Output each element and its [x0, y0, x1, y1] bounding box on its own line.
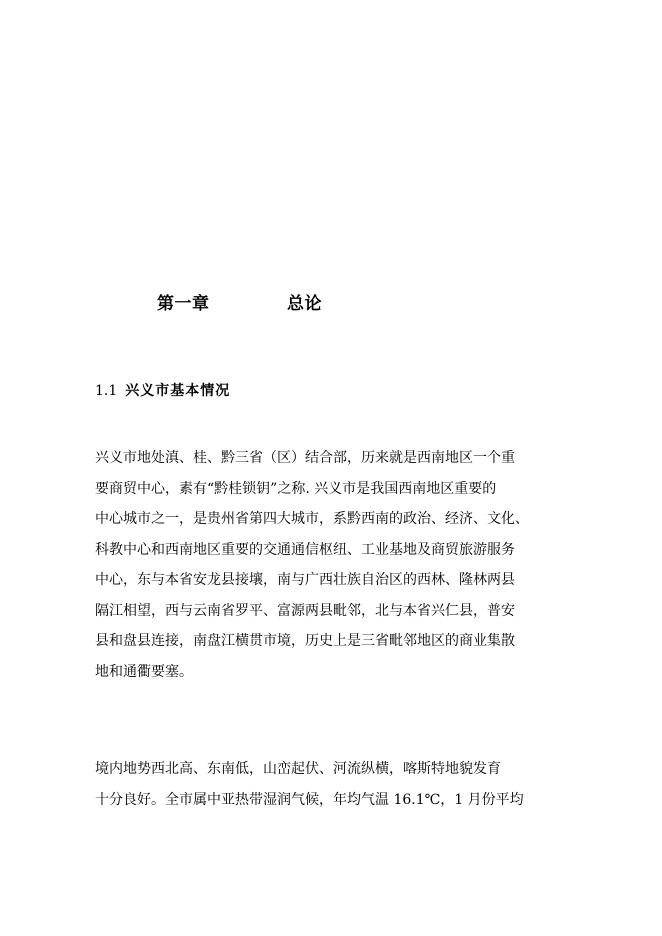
section-heading: [95, 380, 230, 400]
body-paragraph: [95, 443, 575, 687]
paragraph-line: 隔江相望，西与云南省罗平、富源两县毗邻，北与本省兴仁县，普安: [95, 602, 515, 619]
paragraph-line: 科教中心和西南地区重要的交通通信枢纽、工业基地及商贸旅游服务: [95, 541, 515, 558]
paragraph-line: 兴义市地处滇、桂、黔三省（区）结合部，历来就是西南地区一个重: [95, 450, 515, 466]
paragraph-line: 县和盘县连接，南盘江横贯市境，历史上是三省毗邻地区的商业集散: [95, 633, 515, 649]
section-title: 兴义市基本情况: [125, 383, 231, 399]
paragraph-line: 中心城市之一，是贵州省第四大城市，系黔西南的政治、经济、文化、: [95, 511, 529, 527]
paragraph-line: 要商贸中心，素有“黔桂锁钥”之称. 兴义市是我国西南地区重要的: [95, 480, 497, 497]
body-paragraph: [95, 754, 575, 815]
chapter-number: 第一章: [157, 294, 210, 314]
section-number: 1.1: [95, 383, 118, 399]
paragraph-line: 中心，东与本省安龙县接壤，南与广西壮族自治区的西林、隆林两县: [95, 572, 515, 588]
paragraph-line: 地和通衢要塞。: [95, 663, 193, 680]
paragraph-line: 境内地势西北高、东南低，山峦起伏、河流纵横，喀斯特地貌发育: [95, 761, 501, 777]
paragraph-line: 十分良好。全市属中亚热带湿润气候，年均气温 16.1℃，1 月份平均: [95, 791, 524, 808]
chapter-heading: [157, 289, 322, 314]
chapter-title: 总论: [287, 294, 322, 314]
